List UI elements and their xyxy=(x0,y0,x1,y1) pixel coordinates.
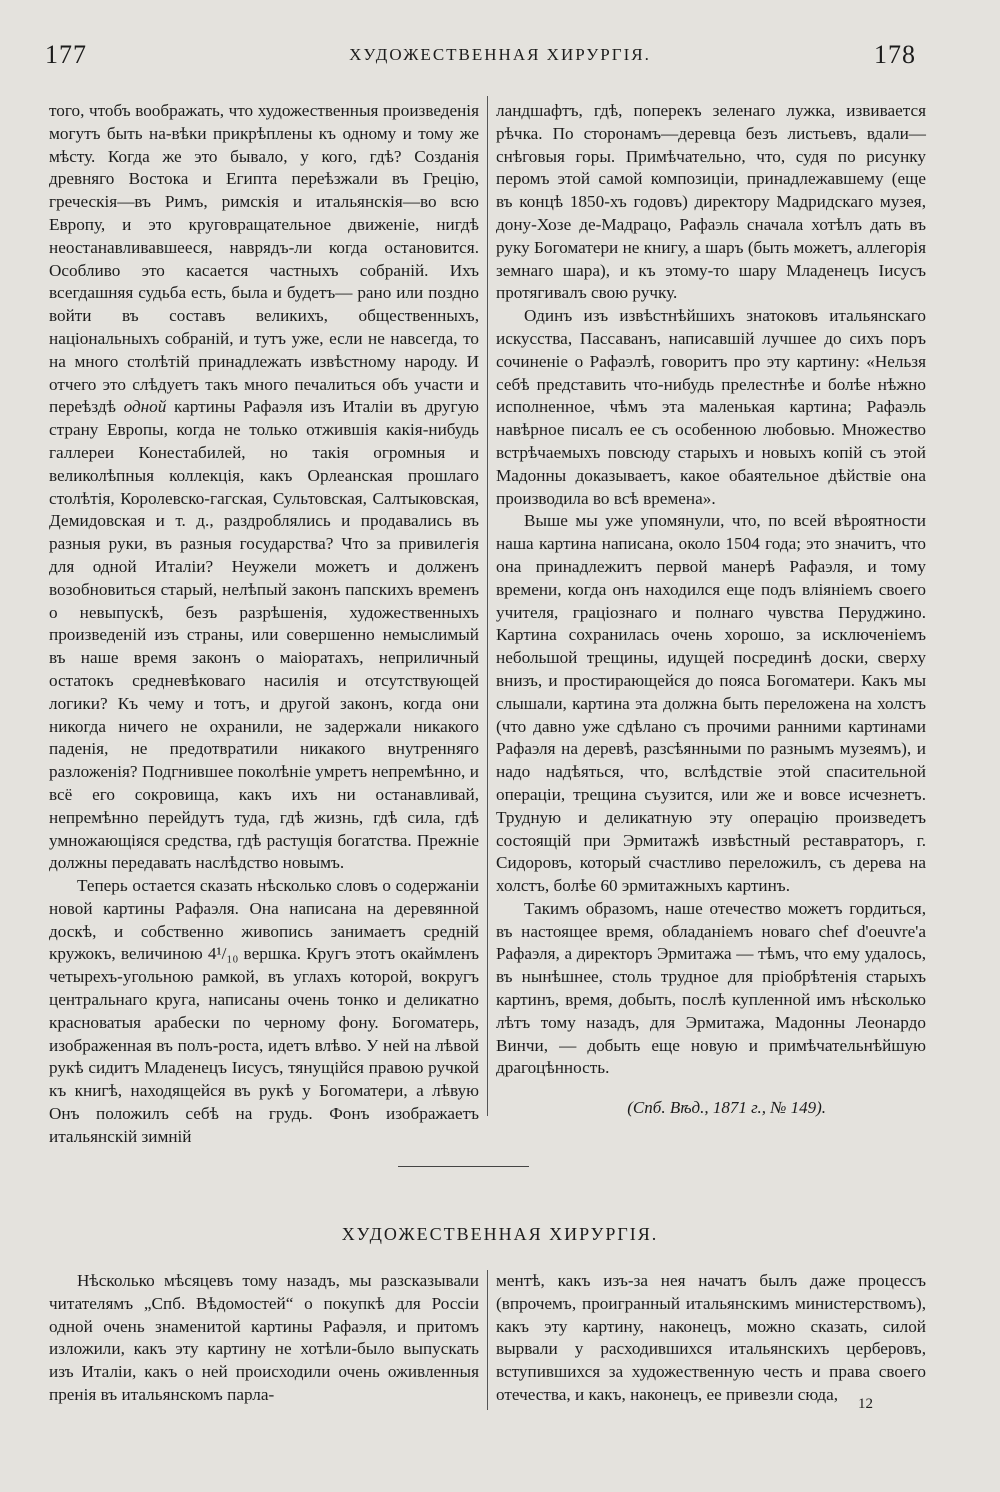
paragraph-text: того, чтобъ воображать, что художественныя произведенія могутъ быть на-вѣки прикрѣплены къ одному и тому же мѣсту. Когда же это бывало, у кого, гдѣ? Созданія древняго Востока и Египта переѣзжали въ Грецію, греческія—въ Римъ, римскія и итальянскія—во всю Европу, и это круговращательное движеніе, нигдѣ неостанавливавшееся, наврядъ-ли когда остановится. Особливо это касается частныхъ собраній. Ихъ всегдашняя судьба есть, была и будетъ— рано или поздно войти въ составъ великихъ, общественныхъ, національныхъ собраній, и тутъ уже, если не навсегда, то на много столѣтій принадлежать извѣстному народу. И отчего это слѣдуетъ такъ много печалиться объ участи и переѣздѣ xyxy=(49,101,479,417)
running-header xyxy=(0,40,1000,80)
paragraph: Теперь остается сказать нѣсколько словъ о содержаніи новой картины Рафаэля. Она написана на деревянной доскѣ, и собственно живопись занимаетъ средній кружокъ, величиною 4¹/₁₀ вершка. Кругъ этотъ окаймленъ четырехъ-угольною рамкой, въ углахъ которой, вокругъ центральнаго круга, написаны очень тонко и деликатно красноватыя арабески по черному фону. Богоматерь, изображенная въ полъ-роста, идетъ влѣво. У ней на лѣвой рукѣ сидитъ Младенецъ Іисусъ, тянущійся правою ручкой къ книгѣ, находящейся въ рукѣ у Богоматери, а лѣвую Онъ положилъ себѣ на грудь. Фонъ изображаетъ итальянскій зимній xyxy=(49,876,479,1146)
page-number-right: 178 xyxy=(874,40,916,69)
paragraph: Выше мы уже упомянули, что, по всей вѣроятности наша картина написана, около 1504 года; это значитъ, что она принадлежитъ первой манерѣ Рафаэля, и тому времени, когда онъ находился еще подъ вліяніемъ своего учителя, граціознаго и полнаго чувства Перуджино. Картина сохранилась очень хорошо, за исключеніемъ небольшой трещины, идущей посрединѣ доски, сверху внизъ, и простирающейся до пояса Богоматери. Какъ мы слышали, картина эта должна быть переложена на холстъ (что давно уже сдѣлано съ прочими ранними картинами Рафаэля на деревѣ, разсѣянными по разнымъ музеямъ), и надо надѣяться, что, вслѣдствіе этой спасительной операціи, трещина съузится, или же и вовсе исчезнетъ. Трудную и деликатную эту операцію произведетъ состоящій при Эрмитажѣ извѣстный реставраторъ, г. Сидоровъ, который счастливо переложилъ, съ дерева на холстъ, болѣе 60 эрмитажныхъ картинъ. xyxy=(496,511,926,896)
emphasis-text: одной xyxy=(123,397,167,417)
page-number-left: 177 xyxy=(45,40,87,69)
section-divider xyxy=(398,1166,529,1167)
source-citation: (Спб. Вѣд., 1871 г., № 149). xyxy=(627,1098,826,1117)
column-divider xyxy=(487,96,488,1116)
text-column-left xyxy=(49,100,479,1149)
signature-mark: 12 xyxy=(858,1396,873,1412)
paragraph: ментѣ, какъ изъ-за нея начатъ былъ даже процессъ (впрочемъ, проигранный итальянскимъ министерствомъ), какъ эту картину, наконецъ, можно сказать, силой вырвали у расходившихся итальянскихъ церберовъ, вступившихся за художественную честь и права своего отечества, и какъ, наконецъ, ее привезли сюда, xyxy=(496,1271,926,1404)
paragraph-text: картины Рафаэля изъ Италіи въ другую страну Европы, когда не только отжившія какія-нибудь галлереи Конестабилей, но такія огромныя и великолѣпныя коллекція, какъ Орлеанская прошлаго столѣтія, Королевско-гагская, Сультовская, Салтыковская, Демидовская и т. д., раздроблялись и продавались въ разныя руки, въ разныя государства? Что за привилегія для одной Италіи? Неужели можетъ и долженъ возобновиться старый, нелѣпый законъ папскихъ временъ о невыпускѣ, безъ разрѣшенія, художественныхъ произведеній изъ страны, или совершенно немыслимый въ наше время законъ о маіоратахъ, неприличный остатокъ средневѣковаго насилія и отсутствующей логики? Къ чему и тотъ, и другой законъ, когда они никогда ничего не охранили, не задержали никакого паденія, не предотвратили никакого внутренняго разложенія? Подгнившее поколѣніе умретъ непремѣнно, и всё его сокровища, какъ ихъ ни останавливай, непремѣнно перейдутъ туда, гдѣ жизнь, гдѣ сила, гдѣ умножающіяся средства, гдѣ растущія богатства. Прежніе должны передавать наслѣдство новымъ. xyxy=(49,397,480,873)
running-title: ХУДОЖЕСТВЕННАЯ ХИРУРГІЯ. xyxy=(349,45,651,64)
text-column-right xyxy=(496,100,926,1080)
text-column-left-lower xyxy=(49,1270,479,1407)
section-title: ХУДОЖЕСТВЕННАЯ ХИРУРГІЯ. xyxy=(341,1224,659,1244)
paragraph: Такимъ образомъ, наше отечество можетъ гордиться, въ настоящее время, обладаніемъ новаго chef d'oeuvre'а Рафаэля, а директоръ Эрмитажа — тѣмъ, что ему удалось, въ нынѣшнее, столь трудное для пріобрѣтенія старыхъ картинъ, время, добыть, послѣ купленной имъ нѣсколько лѣтъ тому назадъ, для Эрмитажа, Мадонны Леонардо Винчи, — добыть еще новую и примѣчательнѣйшую драгоцѣнность. xyxy=(496,898,926,1078)
paragraph xyxy=(49,100,479,875)
paragraph: Одинъ изъ извѣстнѣйшихъ знатоковъ итальянскаго искусства, Пассаванъ, написавшій лучшее до сихъ поръ сочиненіе о Рафаэлѣ, говоритъ про эту картину: «Нельзя себѣ представить что-нибудь прелестнѣе и болѣе нѣжно исполненное, чѣмъ эта маленькая картина; Рафаэль навѣрное писалъ ее съ особенною любовью. Множество встрѣчаемыхъ повсюду старыхъ и новыхъ копій съ этой Мадонны доказываетъ, какое обаятельное дѣйствіе она производила во всѣ времена». xyxy=(496,306,926,508)
column-divider xyxy=(487,1270,488,1410)
paragraph: ландшафтъ, гдѣ, поперекъ зеленаго лужка, извивается рѣчка. По сторонамъ—деревца безъ листьевъ, вдали—снѣговыя горы. Примѣчательно, что, судя по рисунку перомъ этой самой композиціи, принадлежавшему (еще въ концѣ 1850-хъ годовъ) директору Мадридскаго музея, дону-Хозе де-Мадрацо, Рафаэль сначала хотѣлъ дать въ руку Богоматери не книгу, а шаръ (быть можетъ, аллегорія земнаго шара), и къ этому-то шару Младенецъ Іисусъ протягивалъ свою ручку. xyxy=(496,101,926,303)
paragraph: Нѣсколько мѣсяцевъ тому назадъ, мы разсказывали читателямъ „Спб. Вѣдомостей“ о покупкѣ для Россіи одной очень знаменитой картины Рафаэля, и притомъ изложили, какъ эту картину не хотѣли-было выпускать изъ Италіи, какъ о ней происходили очень оживленныя пренія въ итальянскомъ парла- xyxy=(49,1271,479,1404)
text-column-right-lower xyxy=(496,1270,926,1407)
